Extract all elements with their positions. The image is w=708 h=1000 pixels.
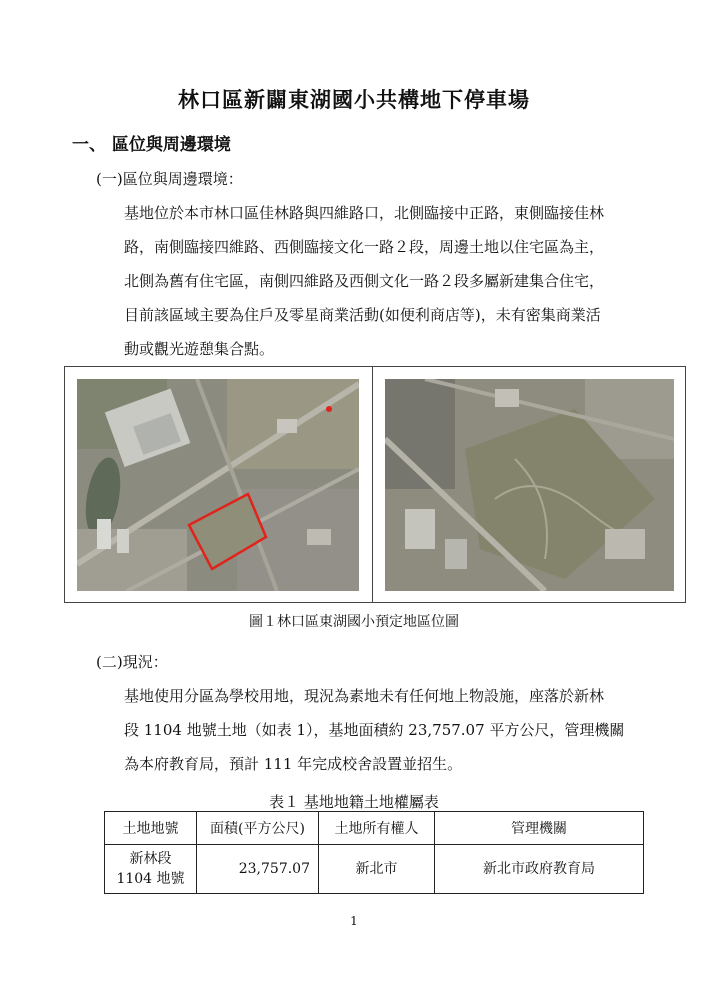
subsection-heading-status: (二)現況：: [96, 653, 168, 671]
header-owner: 土地所有權人: [319, 812, 435, 845]
cell-owner: 新北市: [319, 845, 435, 894]
subsection-heading-location: (一)區位與周邊環境：: [96, 170, 243, 188]
cell-area: 23,757.07: [197, 845, 319, 894]
status-paragraph: [124, 679, 664, 781]
paragraph-line: 基地位於本市林口區佳林路與四維路口，北側臨接中正路，東側臨接佳林: [124, 204, 605, 222]
header-area: 面積(平方公尺): [197, 812, 319, 845]
paragraph-line: 北側為舊有住宅區，南側四維路及西側文化一路２段多屬新建集合住宅，: [124, 272, 605, 290]
paragraph-line: 動或觀光遊憩集合點。: [124, 340, 275, 358]
paragraph-line: 路，南側臨接四維路、西側臨接文化一路２段，周邊土地以住宅區為主，: [124, 238, 605, 256]
table-row: [105, 845, 644, 894]
document-title: 林口區新闢東湖國小共構地下停車場: [178, 87, 530, 112]
lot-number: 1104 地號: [116, 871, 185, 887]
paragraph-line: 段 1104 地號土地（如表 1），基地面積約 23,757.07 平方公尺，管理機關: [124, 721, 625, 739]
paragraph-line: 基地使用分區為學校用地，現況為素地未有任何地上物設施，座落於新林: [124, 687, 605, 705]
land-ownership-table: [104, 811, 644, 894]
aerial-photo-closeup: [385, 379, 674, 591]
paragraph-line: 為本府教育局，預計 111 年完成校舍設置並招生。: [124, 755, 463, 773]
aerial-photo-frame: [64, 366, 686, 603]
header-agency: 管理機關: [435, 812, 644, 845]
section-heading: 一、 區位與周邊環境: [72, 135, 231, 155]
cell-agency: 新北市政府教育局: [435, 845, 644, 894]
lot-section: 新林段: [129, 851, 172, 867]
paragraph-line: 目前該區域主要為住戶及零星商業活動(如便利商店等)，未有密集商業活: [124, 306, 601, 324]
aerial-photo-overview: [77, 379, 359, 591]
header-lot-number: 土地地號: [105, 812, 197, 845]
location-paragraph: [124, 196, 664, 366]
table-header-row: [105, 812, 644, 845]
figure-caption: 圖１林口區東湖國小預定地區位圖: [249, 614, 459, 630]
cell-lot-number: [105, 845, 197, 894]
photo-divider: [372, 367, 373, 602]
page-number: 1: [350, 914, 358, 928]
table-caption: 表１ 基地地籍土地權屬表: [269, 793, 439, 811]
